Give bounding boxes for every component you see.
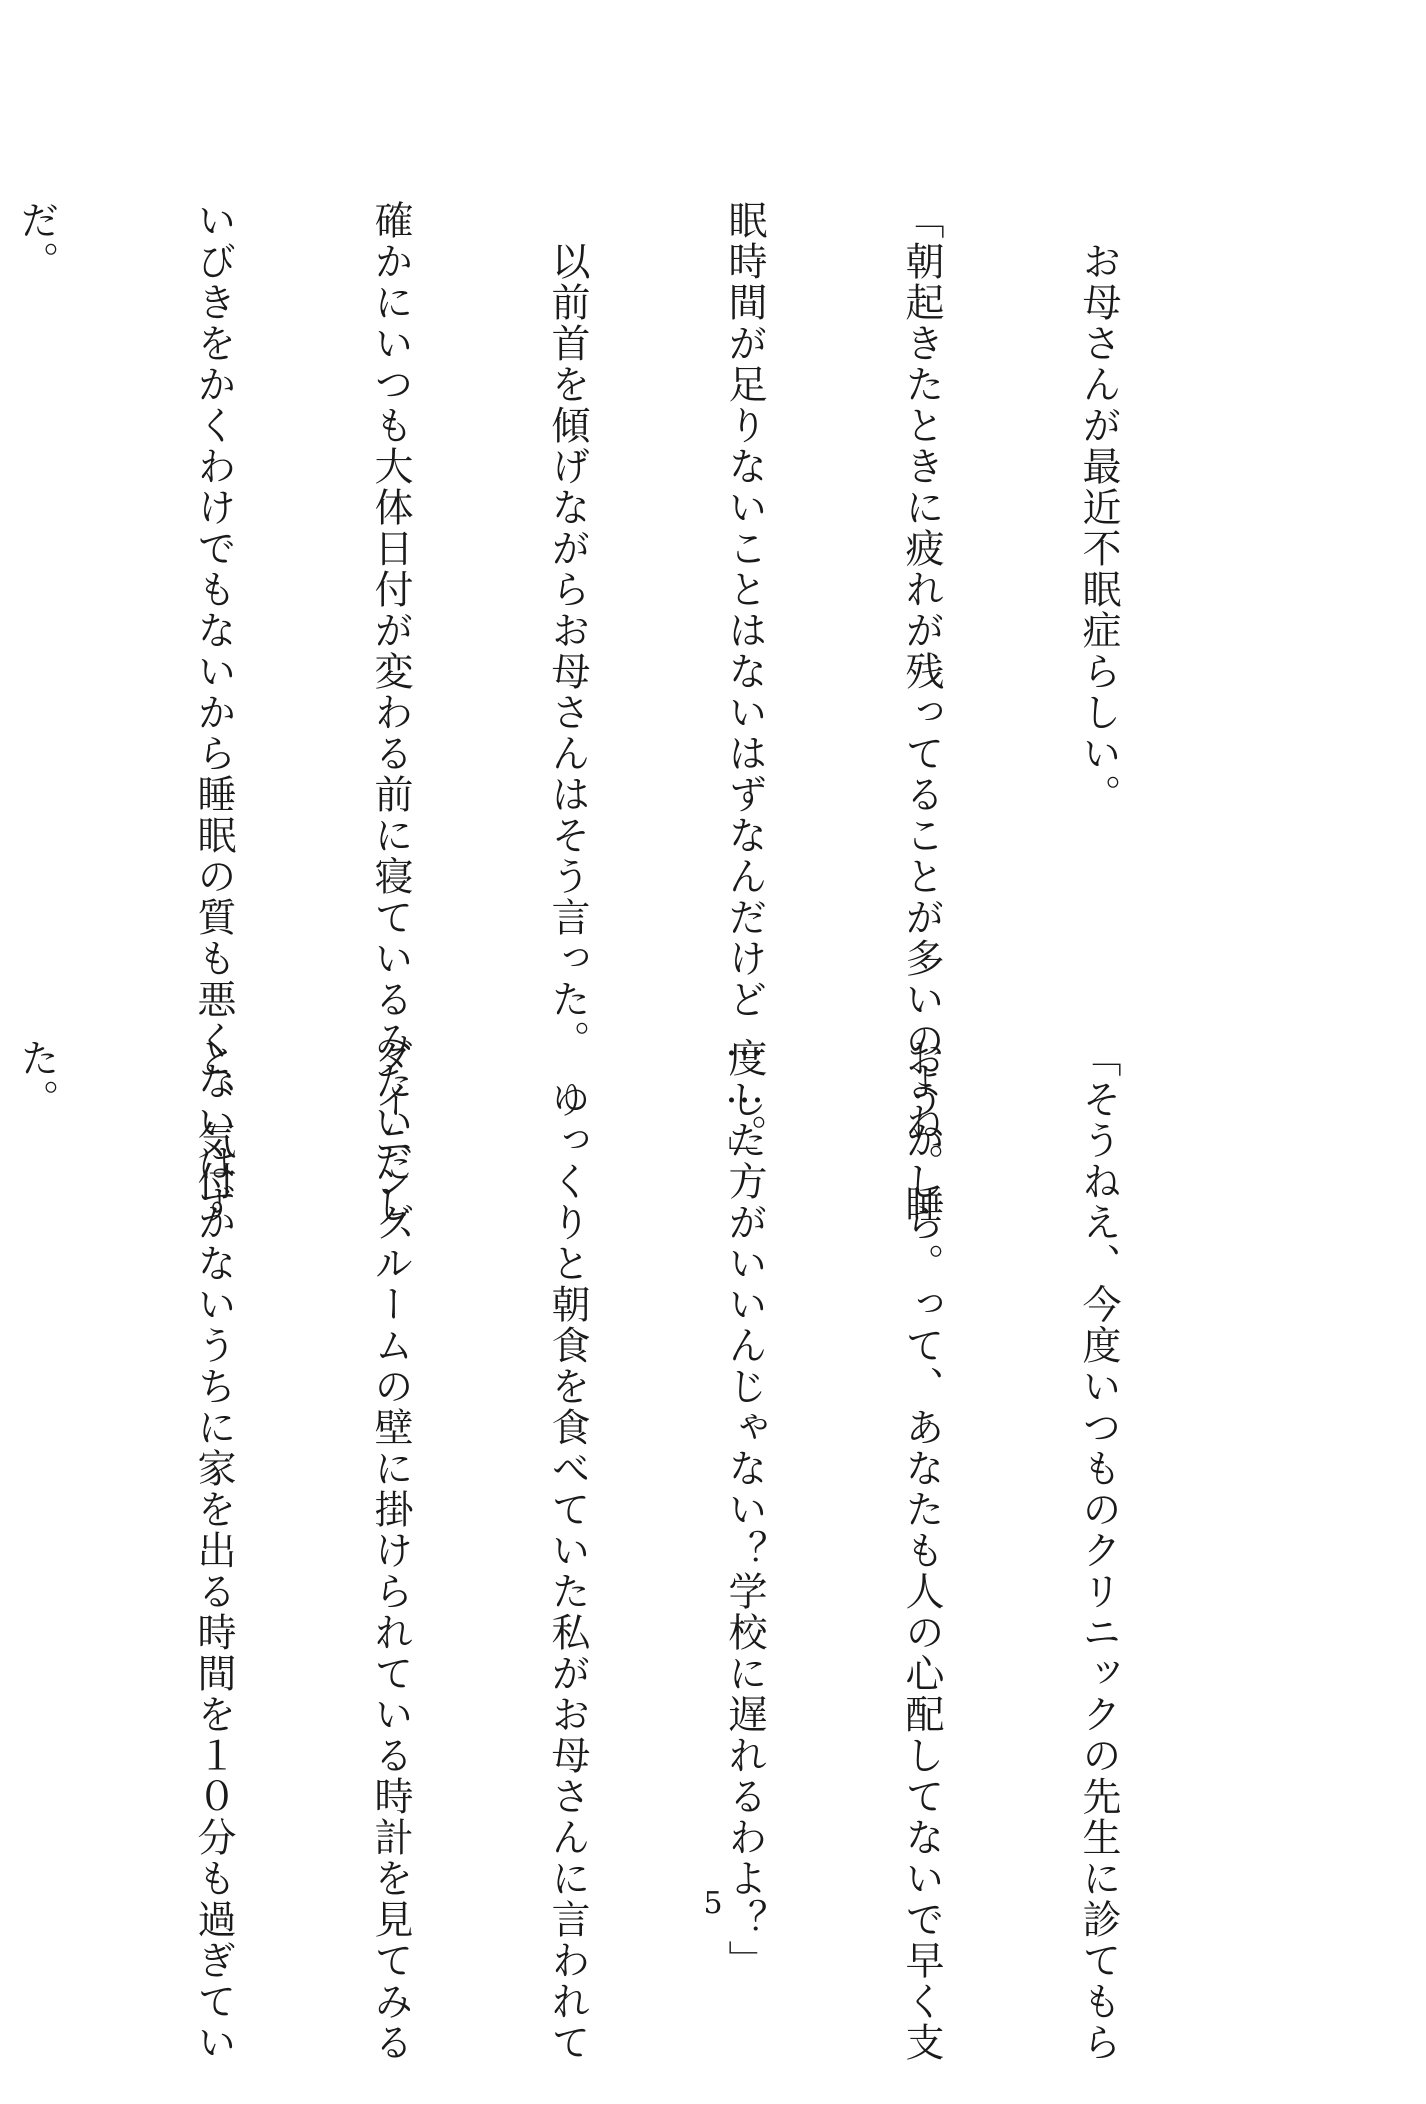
text-line: 以前首を傾げながらお母さんはそう言った。: [545, 200, 590, 1061]
text-line: 度した方がいいんじゃない？学校に遅れるわよ？」: [722, 1038, 767, 1981]
text-line: 「そうねえ、今度いつものクリニックの先生に診てもら: [1076, 1038, 1121, 2063]
page-number: 5: [703, 1886, 723, 1921]
text-block-bottom: [0, 1038, 1246, 2063]
text-block-top: [0, 200, 1246, 1266]
text-line: 「朝起きたときに疲れが残ってることが多いのよね。睡: [899, 200, 944, 1225]
text-line: た。: [14, 1038, 59, 1120]
text-line: 確かにいつも大体日付が変わる前に寝ているみたいだし、: [368, 200, 413, 1266]
text-line: おうかしら。って、あなたも人の心配してないで早く支: [899, 1038, 944, 2063]
text-line: 眠時間が足りないことはないはずなんだけど……。」: [722, 200, 767, 1177]
text-line: ゆっくりと朝食を食べていた私がお母さんに言われて: [545, 1038, 590, 2063]
text-line: と、気付かないうちに家を出る時間を１０分も過ぎてい: [191, 1038, 236, 2063]
text-line: いびきをかくわけでもないから睡眠の質も悪くないはず: [191, 200, 236, 1225]
text-line: だ。: [14, 200, 59, 282]
text-line: ダイニングルームの壁に掛けられている時計を見てみる: [368, 1038, 413, 2063]
text-line: お母さんが最近不眠症らしい。: [1076, 200, 1121, 815]
